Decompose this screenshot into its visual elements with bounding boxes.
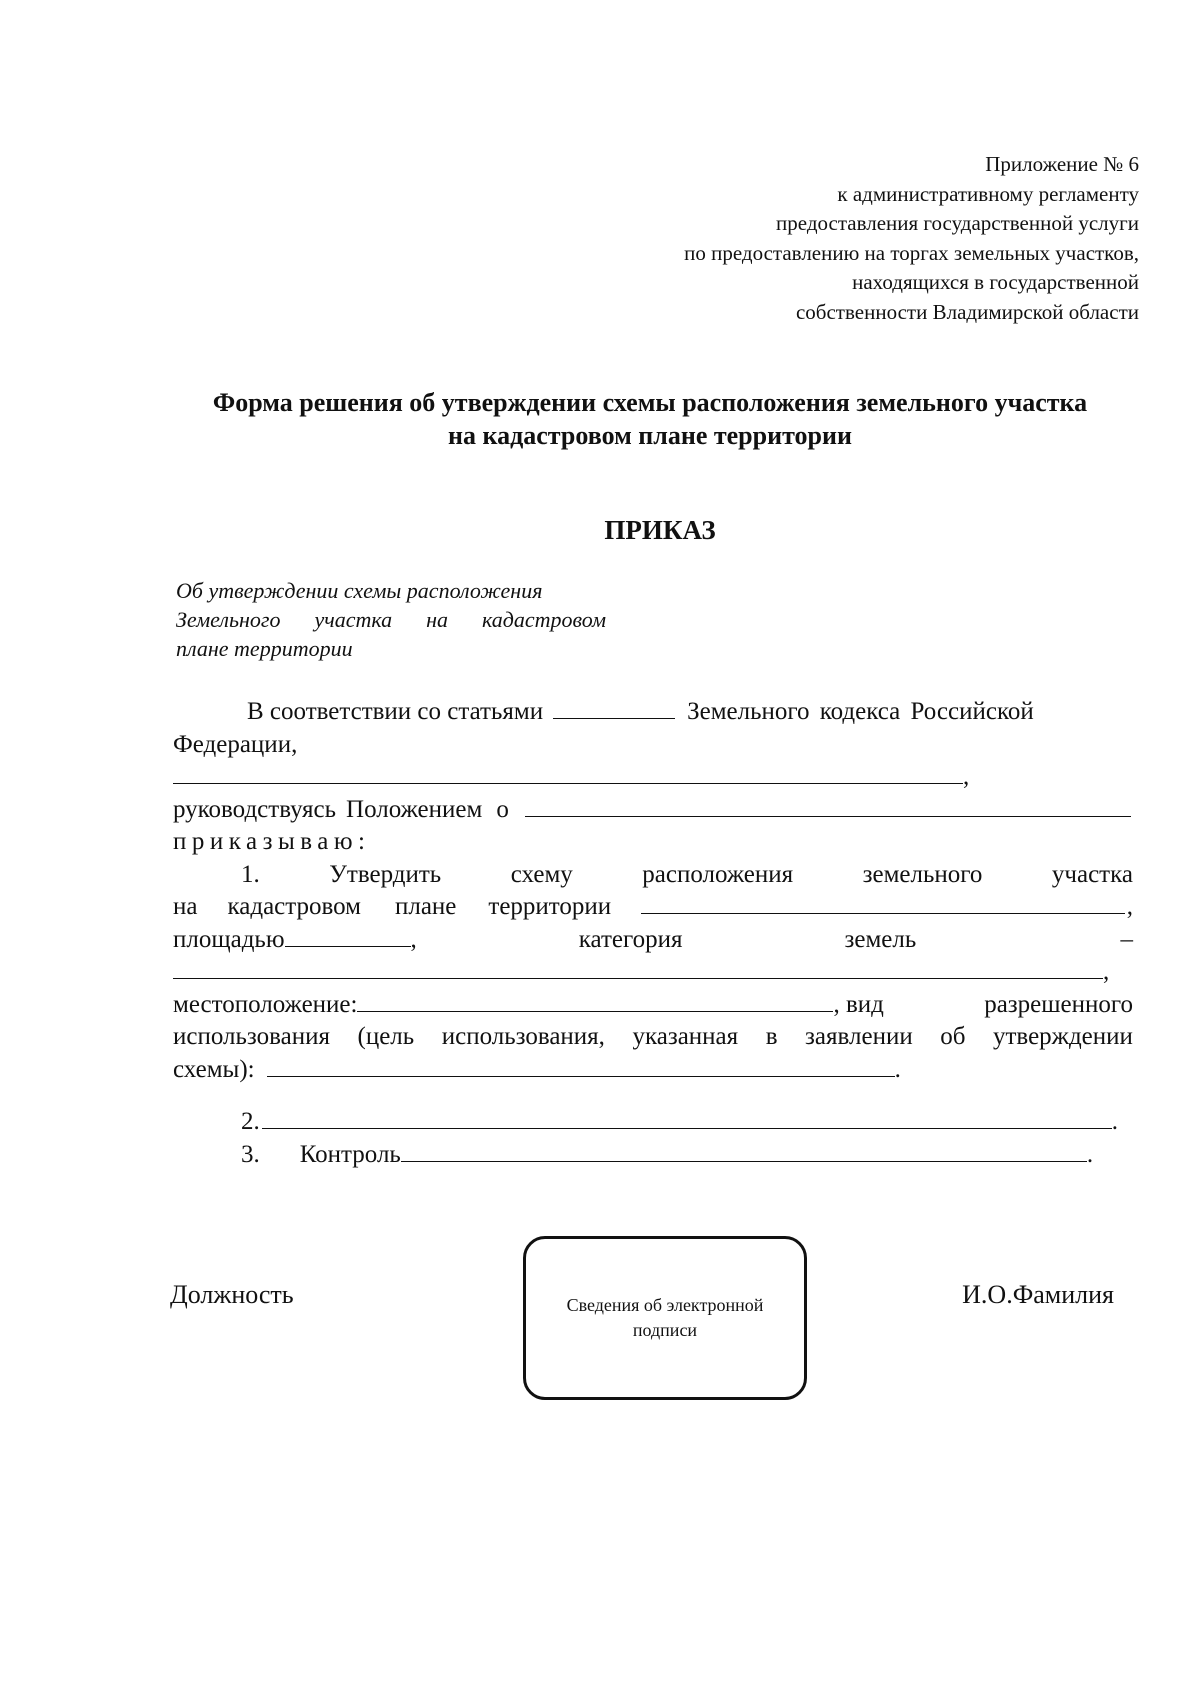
land-code-text: Земельного кодекса Российской (687, 698, 1034, 725)
esign-text: подписи (632, 1320, 698, 1340)
item1-word: схему (510, 860, 573, 888)
body-line (173, 1106, 1133, 1139)
regulation-blank[interactable] (525, 798, 1131, 817)
appendix-line: Приложение № 6 (985, 152, 1139, 176)
location-blank[interactable] (357, 993, 833, 1012)
body-line (173, 891, 1133, 924)
item1-word: Утвердить (329, 860, 442, 888)
item2-blank[interactable] (262, 1110, 1112, 1129)
item1-line2-word: плане (394, 893, 457, 920)
dash: – (1120, 925, 1133, 953)
articles-intro: В соответствии со статьями (247, 698, 544, 725)
guided-word: Положением (346, 795, 483, 823)
subject-word: на (426, 607, 449, 632)
use-type-word: разрешенного (984, 990, 1133, 1018)
guided-word: о (496, 795, 509, 823)
grounds-blank[interactable] (173, 765, 963, 784)
item1-word: земельного (862, 860, 983, 888)
subject-line: Об утверждении схемы расположения (176, 578, 543, 603)
control-blank[interactable] (401, 1143, 1087, 1162)
body-line (173, 826, 1133, 859)
period: . (1111, 1108, 1118, 1135)
body-line (173, 924, 1133, 957)
appendix-line: к административному регламенту (837, 181, 1139, 206)
electronic-signature-box (523, 1236, 807, 1400)
location-label: местоположение: (173, 990, 358, 1018)
use-word: в (765, 1023, 778, 1050)
appendix-line: находящихся в государственной (852, 270, 1139, 294)
appendix-line: по предоставлению на торгах земельных участков, (684, 240, 1139, 265)
use-word: заявлении (805, 1023, 913, 1050)
guided-word: руководствуясь (173, 795, 337, 823)
item1-line2-word: кадастровом (227, 893, 361, 920)
subject-line (176, 605, 606, 634)
item3-number: 3. (241, 1140, 260, 1168)
use-word: использования, (441, 1023, 605, 1050)
subject-word: участка (314, 607, 393, 632)
area-blank[interactable] (285, 928, 411, 947)
comma: , (410, 925, 417, 953)
order-word: приказываю: (173, 828, 371, 855)
subject-line: плане территории (176, 636, 353, 661)
form-title (160, 386, 1140, 452)
control-label: Контроль (299, 1140, 401, 1168)
period: . (894, 1055, 901, 1083)
form-title-line: на кадастровом плане территории (448, 421, 852, 450)
body-line (173, 1139, 1133, 1172)
item1-word: участка (1051, 860, 1133, 888)
use-word: использования (173, 1023, 330, 1050)
order-subject (176, 576, 606, 663)
body-line (173, 859, 1133, 892)
order-body (173, 696, 1133, 1171)
item2-number: 2. (241, 1108, 260, 1135)
schema-blank[interactable] (267, 1058, 895, 1077)
body-line (173, 729, 1133, 762)
use-word: об (940, 1023, 966, 1050)
articles-blank[interactable] (553, 700, 675, 719)
body-line (173, 761, 1133, 794)
use-word: указанная (632, 1023, 739, 1050)
appendix-header (519, 150, 1139, 327)
item1-word: расположения (642, 860, 794, 888)
signer-name: И.О.Фамилия (962, 1280, 1114, 1309)
item1-line2-word: на (173, 893, 198, 920)
comma: , (1126, 893, 1133, 920)
subject-word: Земельного (176, 607, 281, 632)
comma: , (1103, 958, 1110, 985)
land-category-blank[interactable] (173, 960, 1103, 979)
use-word: (цель (357, 1023, 415, 1050)
appendix-line: собственности Владимирской области (795, 299, 1139, 324)
lands-label: земель (844, 925, 917, 953)
body-line (173, 956, 1133, 989)
use-type-word: , вид (833, 990, 884, 1018)
document-type-heading: ПРИКАЗ (604, 515, 716, 545)
body-line (173, 989, 1133, 1022)
spacer (173, 1086, 1133, 1106)
esign-text: Сведения об электронной (566, 1295, 764, 1315)
body-line (173, 1054, 1133, 1087)
signer-position: Должность (170, 1280, 294, 1309)
period: . (1086, 1140, 1094, 1168)
federation-text: Федерации, (173, 730, 298, 758)
item1-line2-word: территории (488, 893, 612, 920)
comma: , (963, 763, 970, 790)
schema-label: схемы): (173, 1055, 255, 1083)
use-word: утверждении (993, 1023, 1133, 1050)
body-line (173, 696, 1133, 729)
form-title-line: Форма решения об утверждении схемы расположения земельного участка (212, 388, 1088, 417)
item1-word: 1. (241, 860, 260, 888)
subject-word: кадастровом (482, 607, 606, 632)
area-label: площадью (173, 925, 285, 953)
category-label: категория (578, 925, 683, 953)
territory-blank[interactable] (641, 895, 1125, 914)
body-line (173, 1021, 1133, 1054)
body-line (173, 794, 1133, 827)
appendix-line: предоставления государственной услуги (776, 211, 1139, 235)
